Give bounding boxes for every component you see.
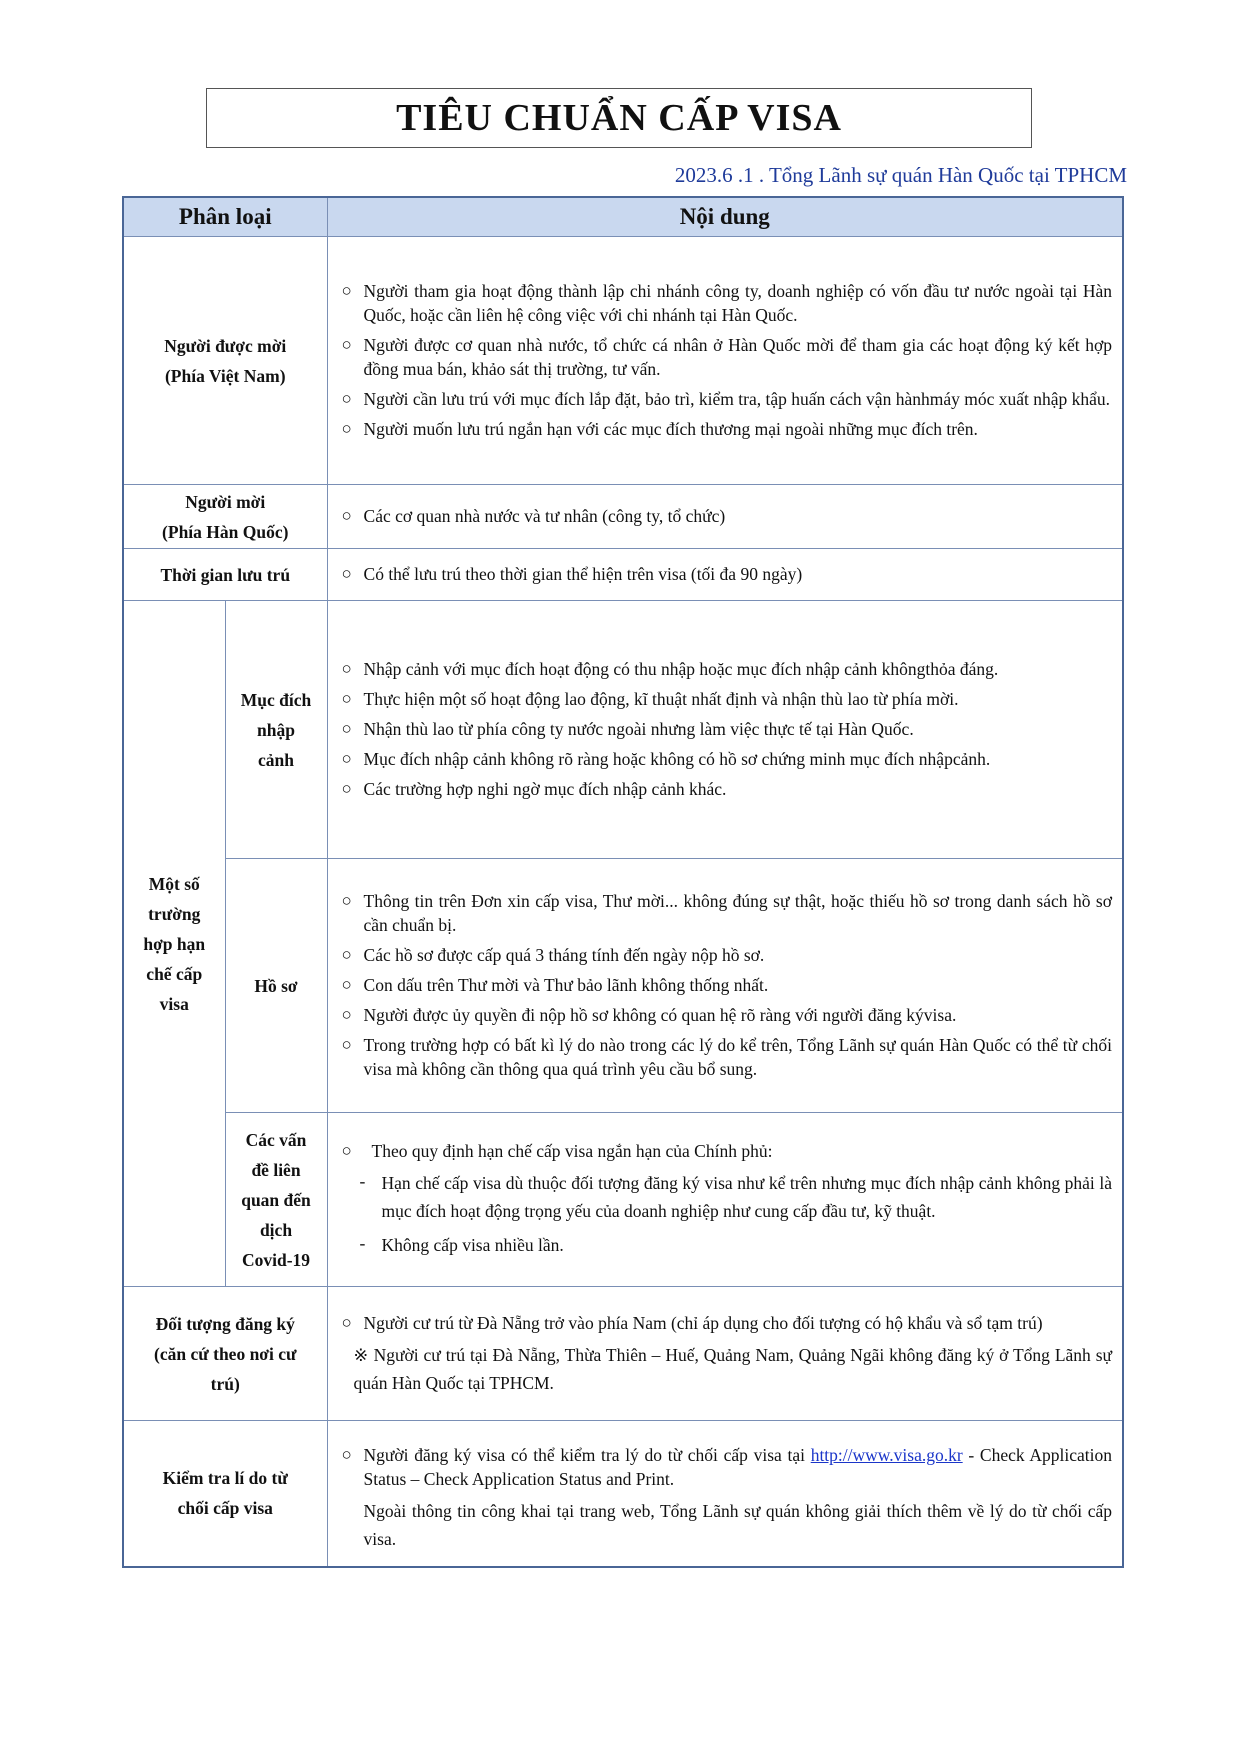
item-text: Trong trường hợp có bất kì lý do nào trong các lý do kể trên, Tổng Lãnh sự quán Hàn Quốc có thể từ chối visa mà không cần thông qua quá trình yêu cầu bổ sung. (363, 1034, 1112, 1079)
row-content-invitee (327, 237, 1123, 485)
list-item (342, 562, 1112, 586)
label-line: chối cấp visa (177, 1498, 273, 1519)
item-text: Thông tin trên Đơn xin cấp visa, Thư mời... không đúng sự thật, hoặc thiếu hồ sơ trong danh sách hồ sơ cần chuẩn bị. (363, 890, 1112, 935)
item-text: Hạn chế cấp visa dù thuộc đối tượng đăng ký visa như kể trên nhưng mục đích nhập cảnh không phải là mục đích hoạt động trọng yếu của doanh nghiệp như cung cấp đầu tư, kỹ thuật. (381, 1172, 1112, 1221)
label-line: đề liên (251, 1159, 301, 1180)
list-item (342, 1003, 1112, 1027)
list-item (342, 717, 1112, 741)
item-text: Người cư trú từ Đà Nẵng trở vào phía Nam (chỉ áp dụng cho đối tượng có hộ khẩu và sổ tạm trú) (363, 1312, 1043, 1333)
dash-item (360, 1169, 1112, 1225)
item-text: Không cấp visa nhiều lần. (381, 1234, 564, 1255)
list-item (342, 1033, 1112, 1081)
bullet-icon: ○ (341, 563, 352, 583)
list-item (342, 657, 1112, 681)
dash-icon: - (359, 1232, 366, 1253)
table-row (123, 601, 1123, 859)
bullet-icon: ○ (341, 280, 352, 300)
bullet-icon: ○ (341, 334, 352, 354)
label-line: (căn cứ theo nơi cư (154, 1343, 297, 1364)
row-label-stay: Thời gian lưu trú (123, 549, 327, 601)
list-item (342, 279, 1112, 327)
label-line: Người mời (185, 491, 266, 512)
list-item (342, 1311, 1112, 1335)
bullet-icon: ○ (341, 890, 352, 910)
visa-criteria-table (122, 196, 1124, 1568)
item-text: Con dấu trên Thư mời và Thư bảo lãnh không thống nhất. (363, 974, 769, 995)
item-text: Người được cơ quan nhà nước, tổ chức cá nhân ở Hàn Quốc mời để tham gia các hoạt động ký kết hợp đồng mua bán, khảo sát thị trường, tư vấn. (363, 334, 1112, 379)
label-line: dịch (259, 1219, 293, 1240)
table-row (123, 1421, 1123, 1567)
label-line: trú) (210, 1373, 240, 1394)
item-text: Người cần lưu trú với mục đích lắp đặt, bảo trì, kiểm tra, tập huấn cách vận hànhmáy móc xuất nhập khẩu. (363, 388, 1111, 409)
label-line: Kiểm tra lí do từ (162, 1468, 288, 1489)
row-content-stay (327, 549, 1123, 601)
label-line: (Phía Hàn Quốc) (162, 521, 289, 542)
item-text: Có thể lưu trú theo thời gian thể hiện trên visa (tối đa 90 ngày) (363, 563, 803, 584)
header-category: Phân loại (123, 197, 327, 237)
table-row (123, 859, 1123, 1113)
row-label-check (123, 1421, 327, 1567)
list-item (342, 973, 1112, 997)
item-text: Mục đích nhập cảnh không rõ ràng hoặc không có hồ sơ chứng minh mục đích nhậpcảnh. (363, 748, 991, 769)
table-row (123, 1287, 1123, 1421)
label-line: visa (159, 993, 189, 1014)
page-title: TIÊU CHUẨN CẤP VISA (396, 97, 842, 139)
label-line: cảnh (258, 749, 294, 770)
bullet-icon: ○ (341, 688, 352, 708)
table-header-row (123, 197, 1123, 237)
check-prefix: Người đăng ký visa có thể kiểm tra lý do từ chối cấp visa tại (363, 1445, 811, 1466)
item-text: Nhận thù lao từ phía công ty nước ngoài nhưng làm việc thực tế tại Hàn Quốc. (363, 718, 914, 739)
dash-icon: - (359, 1170, 366, 1191)
list-item (342, 417, 1112, 441)
item-text (364, 1443, 1112, 1491)
item-text: Các trường hợp nghi ngờ mục đích nhập cảnh khác. (363, 778, 727, 799)
row-content-applicants (327, 1287, 1123, 1421)
label-line: trường (148, 903, 201, 924)
row-content-documents (327, 859, 1123, 1113)
bullet-icon: ○ (341, 1034, 352, 1054)
row-content-inviter (327, 485, 1123, 549)
bullet-icon: ○ (341, 1140, 352, 1160)
item-text: Theo quy định hạn chế cấp visa ngắn hạn của Chính phủ: (371, 1140, 773, 1161)
bullet-icon: ○ (341, 778, 352, 798)
label-line: quan đến (241, 1189, 311, 1210)
item-text: Các hồ sơ được cấp quá 3 tháng tính đến ngày nộp hồ sơ. (363, 944, 765, 965)
bullet-icon: ○ (341, 1312, 352, 1332)
list-item (342, 777, 1112, 801)
row-label-purpose (225, 601, 327, 859)
row-content-purpose (327, 601, 1123, 859)
dash-item (360, 1231, 1112, 1259)
item-text: Người tham gia hoạt động thành lập chi nhánh công ty, doanh nghiệp có vốn đầu tư nước ngoài tại Hàn Quốc, hoặc cần liên hệ công việc với chi nhánh tại Hàn Quốc. (363, 280, 1112, 325)
row-label-documents: Hồ sơ (225, 859, 327, 1113)
label-line: nhập (257, 719, 295, 740)
page-subtitle: 2023.6 .1 . Tổng Lãnh sự quán Hàn Quốc tại TPHCM (674, 163, 1127, 187)
label-line: Đối tượng đăng ký (155, 1313, 295, 1334)
label-line: Mục đích (240, 689, 312, 710)
row-content-covid (327, 1113, 1123, 1287)
bullet-icon: ○ (341, 388, 352, 408)
bullet-icon: ○ (341, 505, 352, 525)
item-text: Thực hiện một số hoạt động lao động, kĩ thuật nhất định và nhận thù lao từ phía mời. (363, 688, 959, 709)
row-label-covid (225, 1113, 327, 1287)
table-row (123, 1113, 1123, 1287)
label-line: Một số (148, 873, 200, 894)
list-item (342, 387, 1112, 411)
bullet-icon: ○ (341, 944, 352, 964)
check-suffix: - Check Application Status – Check Application Status and Print. (363, 1445, 1112, 1490)
row-label-inviter (123, 485, 327, 549)
list-item (342, 333, 1112, 381)
bullet-icon: ○ (341, 1445, 352, 1465)
list-item (342, 1443, 1112, 1491)
label-line: hợp hạn (143, 933, 206, 954)
bullet-icon: ○ (341, 418, 352, 438)
item-text: Nhập cảnh với mục đích hoạt động có thu nhập hoặc mục đích nhập cảnh khôngthỏa đáng. (363, 658, 999, 679)
row-label-restrictions (123, 601, 225, 1287)
list-item (342, 889, 1112, 937)
row-label-invitee (123, 237, 327, 485)
check-note: Ngoài thông tin công khai tại trang web, Tổng Lãnh sự quán không giải thích thêm về lý do từ chối cấp visa. (363, 1501, 1112, 1550)
bullet-icon: ○ (341, 1004, 352, 1024)
bullet-icon: ○ (341, 974, 352, 994)
header-content: Nội dung (327, 197, 1123, 237)
item-text: Người muốn lưu trú ngắn hạn với các mục đích thương mại ngoài những mục đích trên. (363, 418, 978, 439)
bullet-icon: ○ (341, 658, 352, 678)
bullet-icon: ○ (341, 748, 352, 768)
bullet-icon: ○ (341, 718, 352, 738)
list-item (342, 504, 1112, 528)
list-item (342, 1139, 1112, 1163)
row-content-check (327, 1421, 1123, 1567)
label-line: Người được mời (164, 335, 287, 356)
title-box (206, 88, 1032, 148)
table-row (123, 549, 1123, 601)
applicants-note: ※ Người cư trú tại Đà Nẵng, Thừa Thiên – Huế, Quảng Nam, Quảng Ngãi không đăng ký ở Tổng Lãnh sự quán Hàn Quốc tại TPHCM. (353, 1344, 1112, 1393)
label-line: chế cấp (146, 963, 203, 984)
row-label-applicants (123, 1287, 327, 1421)
table-row (123, 485, 1123, 549)
list-item (342, 687, 1112, 711)
list-item (342, 747, 1112, 771)
table-row (123, 237, 1123, 485)
label-line: (Phía Việt Nam) (164, 365, 286, 386)
label-line: Covid-19 (241, 1249, 311, 1270)
visa-portal-link[interactable]: http://www.visa.go.kr (810, 1445, 963, 1466)
label-line: Các vấn (245, 1129, 307, 1150)
list-item (342, 943, 1112, 967)
item-text: Người được ủy quyền đi nộp hồ sơ không có quan hệ rõ ràng với người đăng kývisa. (363, 1004, 957, 1025)
item-text: Các cơ quan nhà nước và tư nhân (công ty, tổ chức) (363, 505, 726, 526)
